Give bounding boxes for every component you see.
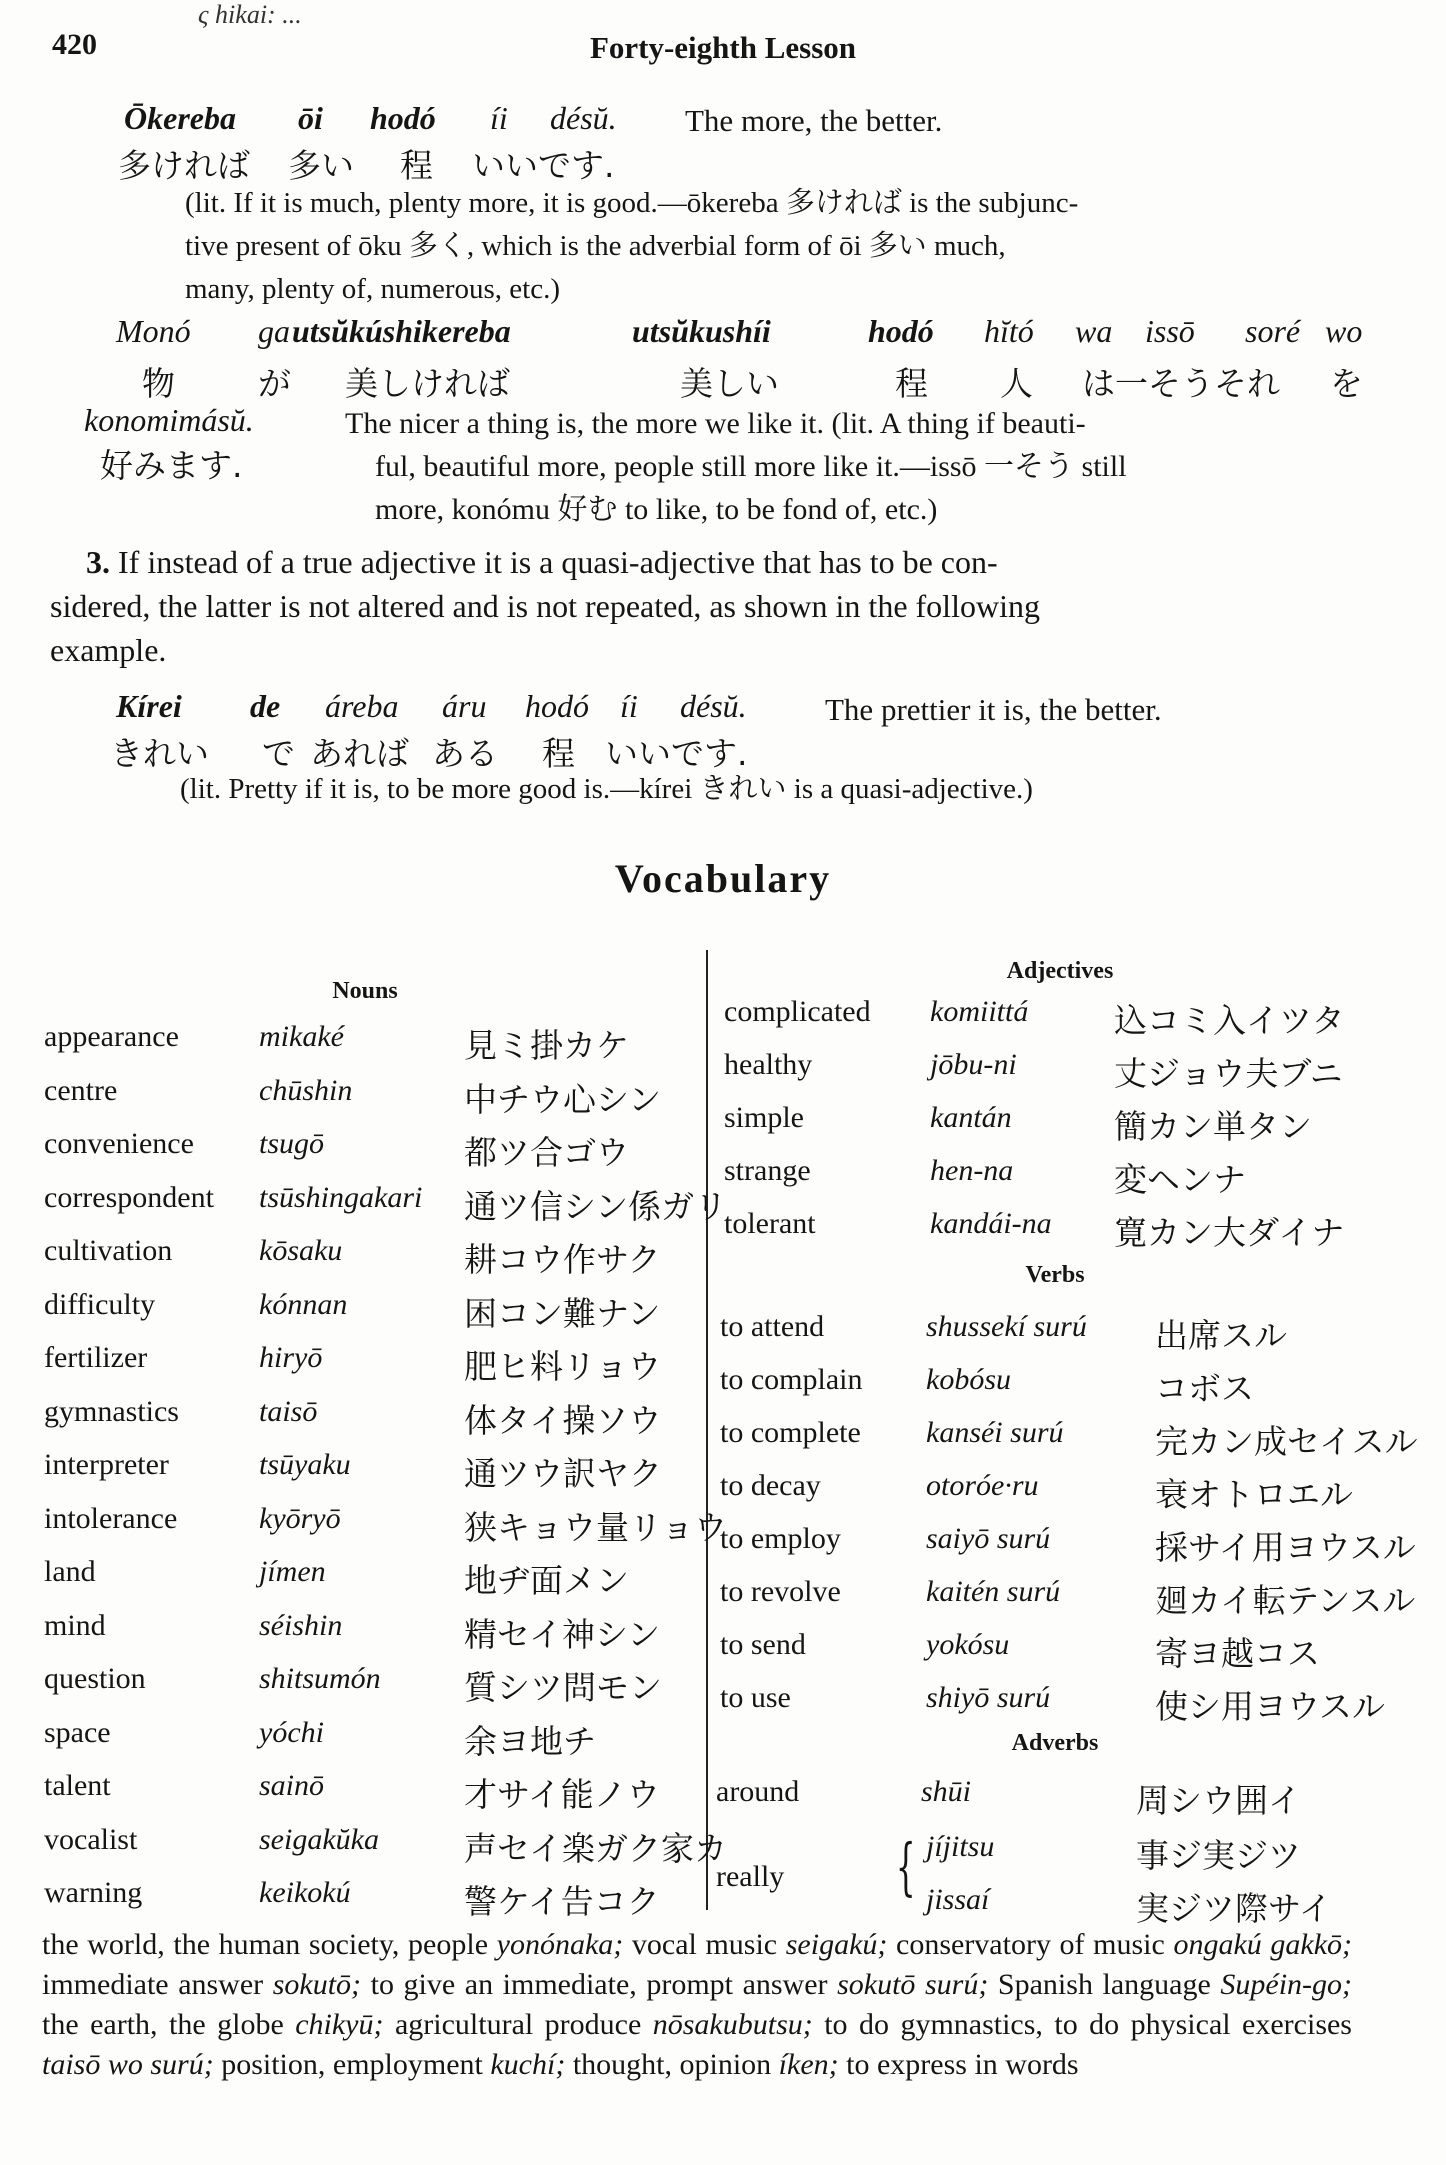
vocab-english: interpreter — [44, 1448, 169, 1481]
vocab-japanese: 周シウ囲イ — [1136, 1781, 1301, 1820]
vocab-japanese: 寛カン大ダイナ — [1114, 1213, 1345, 1252]
vocab-romaji: tsugō — [259, 1127, 325, 1160]
vocab-english: to send — [720, 1628, 806, 1661]
vocab-romaji: shiyō surú — [926, 1681, 1051, 1714]
kana-word: は一そうそれ — [1082, 364, 1280, 403]
vocab-romaji: saiyō surú — [926, 1522, 1051, 1555]
vocab-japanese: 採サイ用ヨウスル — [1155, 1528, 1416, 1567]
column-divider — [706, 950, 708, 1910]
text-segment: Spanish language — [988, 1968, 1221, 2001]
note-line: many, plenty of, numerous, etc.) — [185, 273, 561, 305]
vocab-japanese: 出席スル — [1155, 1316, 1287, 1355]
vocab-romaji: kyōryō — [259, 1501, 341, 1535]
text-segment: thought, opinion — [565, 2048, 779, 2081]
adjectives-heading: Adjectives — [1006, 958, 1114, 984]
romaji-word: ōi — [298, 100, 323, 136]
vocab-romaji: kobósu — [926, 1363, 1011, 1396]
vocab-japanese: 狭キョウ量リョウ — [464, 1507, 728, 1547]
kana-word: 多い — [288, 146, 354, 185]
vocab-romaji: otoróe·ru — [926, 1469, 1039, 1502]
vocab-english: difficulty — [44, 1287, 156, 1321]
vocab-romaji: kandái-na — [930, 1207, 1052, 1240]
vocab-romaji: jissaí — [926, 1883, 990, 1916]
vocab-japanese: 才サイ能ノウ — [464, 1775, 660, 1814]
kana-word: で — [262, 734, 295, 773]
vocab-japanese: 衰オトロエル — [1155, 1475, 1353, 1514]
text-segment: agricultural produce — [383, 2008, 653, 2041]
vocab-japanese: 廻カイ転テンスル — [1155, 1581, 1416, 1620]
vocab-japanese: コボス — [1155, 1369, 1254, 1408]
vocab-english: really — [716, 1860, 785, 1893]
romaji-word: utsŭkúshikereba — [292, 313, 511, 349]
section-3 — [50, 540, 1370, 672]
translation-line: ful, beautiful more, people still more like it.—issō 一そう still — [375, 450, 1127, 483]
note-line: tive present of ōku 多く, which is the adverbial form of ōi 多い much, — [185, 230, 1006, 262]
vocab-english: warning — [44, 1876, 143, 1909]
kana-word: 美しければ — [345, 364, 510, 403]
vocab-romaji: jíjitsu — [926, 1830, 995, 1863]
text-segment: to do gymnastics, to do physical exercises — [812, 2008, 1352, 2041]
vocab-english: to decay — [720, 1469, 821, 1502]
vocab-japanese: 寄ヨ越コス — [1155, 1634, 1320, 1673]
vocab-romaji: komiittá — [930, 995, 1029, 1028]
text-segment: to express in words — [838, 2048, 1079, 2081]
vocab-japanese: 警ケイ告コク — [464, 1882, 660, 1921]
romaji-word: ga — [258, 313, 290, 349]
kana-word: が — [258, 364, 291, 403]
vocab-japanese: 精セイ神シン — [464, 1614, 661, 1654]
vocab-romaji: tsūshingakari — [259, 1180, 423, 1214]
vocab-english: to employ — [720, 1522, 841, 1555]
kana-word: いいです. — [472, 146, 615, 185]
vocab-japanese: 耕コウ作サク — [464, 1240, 661, 1279]
text-segment: the earth, the globe — [42, 2008, 296, 2041]
vocab-english: to complete — [720, 1416, 861, 1449]
romaji-word: konomimásŭ. — [84, 402, 254, 438]
note-line: (lit. If it is much, plenty more, it is good.—ōkereba 多ければ is the subjunc- — [185, 187, 1079, 219]
romaji-term: taisō wo surú; — [42, 2048, 214, 2081]
vocab-english: to complain — [720, 1363, 863, 1396]
vocabulary-title: Vocabulary — [614, 856, 832, 901]
kana-word: あれば — [310, 734, 409, 773]
verbs-heading: Verbs — [1025, 1262, 1085, 1288]
romaji-word: de — [250, 688, 281, 724]
vocab-english: tolerant — [724, 1207, 816, 1240]
vocab-japanese: 肥ヒ料リョウ — [464, 1347, 662, 1386]
kana-word: 美しい — [680, 364, 779, 403]
romaji-word: désŭ. — [680, 688, 747, 724]
vocab-english: vocalist — [44, 1822, 138, 1856]
adverbs-heading: Adverbs — [1011, 1730, 1099, 1756]
vocab-english: complicated — [724, 995, 871, 1028]
vocab-romaji: yokósu — [926, 1628, 1010, 1661]
vocab-romaji: kanséi surú — [926, 1416, 1064, 1449]
romaji-word: désŭ. — [550, 100, 617, 136]
translation-line: The nicer a thing is, the more we like it. (lit. A thing if beauti- — [345, 407, 1086, 440]
vocab-english: centre — [44, 1073, 118, 1107]
vocab-japanese: 都ツ合ゴウ — [464, 1133, 629, 1172]
romaji-word: áru — [442, 688, 487, 724]
kana-word: 程 — [542, 734, 575, 773]
text-segment: to give an immediate, prompt answer — [361, 1968, 838, 2001]
vocab-romaji: yóchi — [259, 1715, 324, 1749]
vocab-english: land — [44, 1555, 96, 1588]
vocab-japanese: 声セイ楽ガク家カ — [464, 1828, 728, 1868]
kana-word: 好みます. — [100, 446, 243, 485]
vocab-english: gymnastics — [44, 1394, 179, 1428]
vocab-english: around — [716, 1775, 800, 1808]
romaji-term: sokutō; — [272, 1968, 362, 2001]
vocab-english: correspondent — [44, 1180, 214, 1214]
text-segment: vocal music — [623, 1928, 786, 1961]
vocab-japanese: 中チウ心シン — [464, 1079, 662, 1119]
vocab-romaji: jōbu-ni — [930, 1048, 1017, 1081]
vocab-japanese: 事ジ実ジツ — [1136, 1836, 1301, 1875]
kana-word: 多ければ — [118, 146, 250, 185]
vocab-romaji: jímen — [259, 1555, 326, 1588]
romaji-word: hĭtó — [984, 313, 1034, 349]
vocab-english: cultivation — [44, 1234, 173, 1267]
vocab-japanese: 通ツウ訳ヤク — [464, 1454, 662, 1493]
vocab-english: question — [44, 1662, 146, 1695]
translation: The prettier it is, the better. — [825, 692, 1162, 727]
vocab-english: to use — [720, 1681, 791, 1714]
vocab-romaji: sainō — [259, 1769, 325, 1802]
romaji-term: chikyū; — [295, 2008, 384, 2041]
vocab-romaji: seigakŭka — [259, 1822, 379, 1856]
text-segment: immediate answer — [42, 1968, 273, 2001]
vocab-japanese: 通ツ信シン係ガリ — [464, 1186, 728, 1226]
vocab-japanese: 簡カン単タン — [1114, 1107, 1312, 1146]
vocab-japanese: 込コミ入イツタ — [1114, 1001, 1345, 1040]
brace-glyph: { — [895, 1830, 916, 1903]
vocab-english: intolerance — [44, 1501, 178, 1535]
text-segment: position, employment — [213, 2048, 491, 2081]
handwritten-scribble: ς hikai: ... — [198, 0, 302, 29]
romaji-word: hodó — [370, 100, 436, 136]
vocab-english: appearance — [44, 1020, 179, 1053]
translation-line: more, konómu 好む to like, to be fond of, etc.) — [375, 493, 938, 526]
romaji-term: ongakú gakkō; — [1173, 1928, 1353, 1961]
vocab-romaji: kónnan — [259, 1287, 348, 1321]
vocab-japanese: 見ミ掛カケ — [464, 1026, 629, 1065]
text-segment: the world, the human society, people — [42, 1928, 497, 1961]
nouns-heading: Nouns — [332, 978, 398, 1004]
vocab-english: mind — [44, 1608, 106, 1642]
romaji-term: Supéin-go; — [1220, 1968, 1353, 2001]
romaji-term: kuchí; — [490, 2048, 566, 2081]
kana-word: 程 — [895, 364, 928, 403]
kana-word: 人 — [1000, 364, 1033, 403]
vocab-english: strange — [724, 1154, 811, 1187]
romaji-word: wa — [1075, 313, 1113, 349]
romaji-word: wo — [1325, 313, 1363, 349]
kana-word: を — [1330, 364, 1363, 403]
romaji-word: Ōkereba — [124, 100, 236, 136]
vocab-english: space — [44, 1715, 111, 1749]
vocab-japanese: 余ヨ地チ — [464, 1721, 596, 1761]
vocab-romaji: kantán — [930, 1101, 1012, 1134]
vocab-english: talent — [44, 1769, 111, 1802]
vocab-japanese: 丈ジョウ夫ブニ — [1114, 1054, 1343, 1093]
vocab-english: simple — [724, 1101, 804, 1134]
romaji-term: sokutō surú; — [837, 1968, 989, 2001]
vocab-english: to revolve — [720, 1575, 841, 1608]
note-line: (lit. Pretty if it is, to be more good is.—kírei きれい is a quasi-adjective.) — [180, 773, 1033, 805]
vocab-japanese: 使シ用ヨウスル — [1155, 1687, 1386, 1726]
kana-word: ある — [432, 734, 498, 773]
vocab-romaji: hen-na — [930, 1154, 1014, 1187]
vocab-romaji: shūi — [921, 1775, 972, 1808]
vocab-japanese: 実ジツ際サイ — [1136, 1889, 1332, 1928]
running-header: Forty-eighth Lesson — [589, 30, 857, 65]
vocab-japanese: 困コン難ナン — [464, 1293, 661, 1333]
romaji-word: soré — [1245, 313, 1301, 349]
romaji-term: nōsakubutsu; — [652, 2008, 813, 2041]
romaji-word: hodó — [868, 313, 934, 349]
section-number: 3. — [86, 544, 110, 580]
vocab-japanese: 変ヘンナ — [1114, 1160, 1246, 1199]
page-number: 420 — [52, 28, 97, 61]
vocab-romaji: shussekí surú — [926, 1310, 1087, 1343]
vocab-romaji: shitsumón — [259, 1662, 381, 1695]
vocab-romaji: tsūyaku — [259, 1448, 351, 1481]
vocab-japanese: 完カン成セイスル — [1155, 1422, 1418, 1461]
kana-word: いいです. — [605, 734, 748, 773]
kana-word: きれい — [110, 734, 209, 773]
romaji-word: íi — [620, 688, 638, 724]
romaji-word: hodó — [525, 688, 589, 724]
romaji-word: utsŭkushíi — [632, 313, 771, 349]
romaji-word: Monó — [116, 313, 191, 349]
kana-word: 程 — [400, 146, 433, 185]
vocab-english: convenience — [44, 1127, 194, 1160]
paragraph-line: example. — [50, 632, 167, 668]
vocab-romaji: kaitén surú — [926, 1575, 1061, 1608]
vocab-romaji: keikokú — [259, 1876, 351, 1909]
translation: The more, the better. — [685, 103, 943, 138]
vocab-english: healthy — [724, 1048, 813, 1081]
vocab-japanese: 地ヂ面メン — [464, 1561, 629, 1600]
romaji-word: áreba — [325, 688, 399, 724]
paragraph-line: If instead of a true adjective it is a quasi-adjective that has to be con- — [118, 544, 998, 580]
paragraph-line: sidered, the latter is not altered and is not repeated, as shown in the following — [50, 588, 1040, 624]
vocab-romaji: mikaké — [259, 1020, 344, 1053]
romaji-term: íken; — [778, 2048, 839, 2081]
vocab-japanese: 体タイ操ソウ — [464, 1400, 662, 1440]
vocab-romaji: séishin — [259, 1608, 343, 1642]
vocab-romaji: taisō — [259, 1394, 318, 1428]
vocab-romaji: hiryō — [259, 1341, 323, 1374]
romaji-word: Kírei — [116, 688, 182, 724]
vocab-english: to attend — [720, 1310, 825, 1343]
vocab-japanese: 質シツ問モン — [464, 1668, 662, 1707]
kana-word: 物 — [142, 364, 175, 403]
bottom-paragraph — [42, 1925, 1352, 2085]
vocab-english: fertilizer — [44, 1341, 148, 1374]
romaji-term: yonónaka; — [496, 1928, 624, 1961]
romaji-term: seigakú; — [785, 1928, 888, 1961]
vocab-romaji: kōsaku — [259, 1234, 343, 1267]
vocab-romaji: chūshin — [259, 1073, 353, 1107]
romaji-word: íi — [490, 100, 508, 136]
romaji-word: issō — [1145, 313, 1195, 349]
text-segment: conservatory of music — [887, 1928, 1174, 1961]
